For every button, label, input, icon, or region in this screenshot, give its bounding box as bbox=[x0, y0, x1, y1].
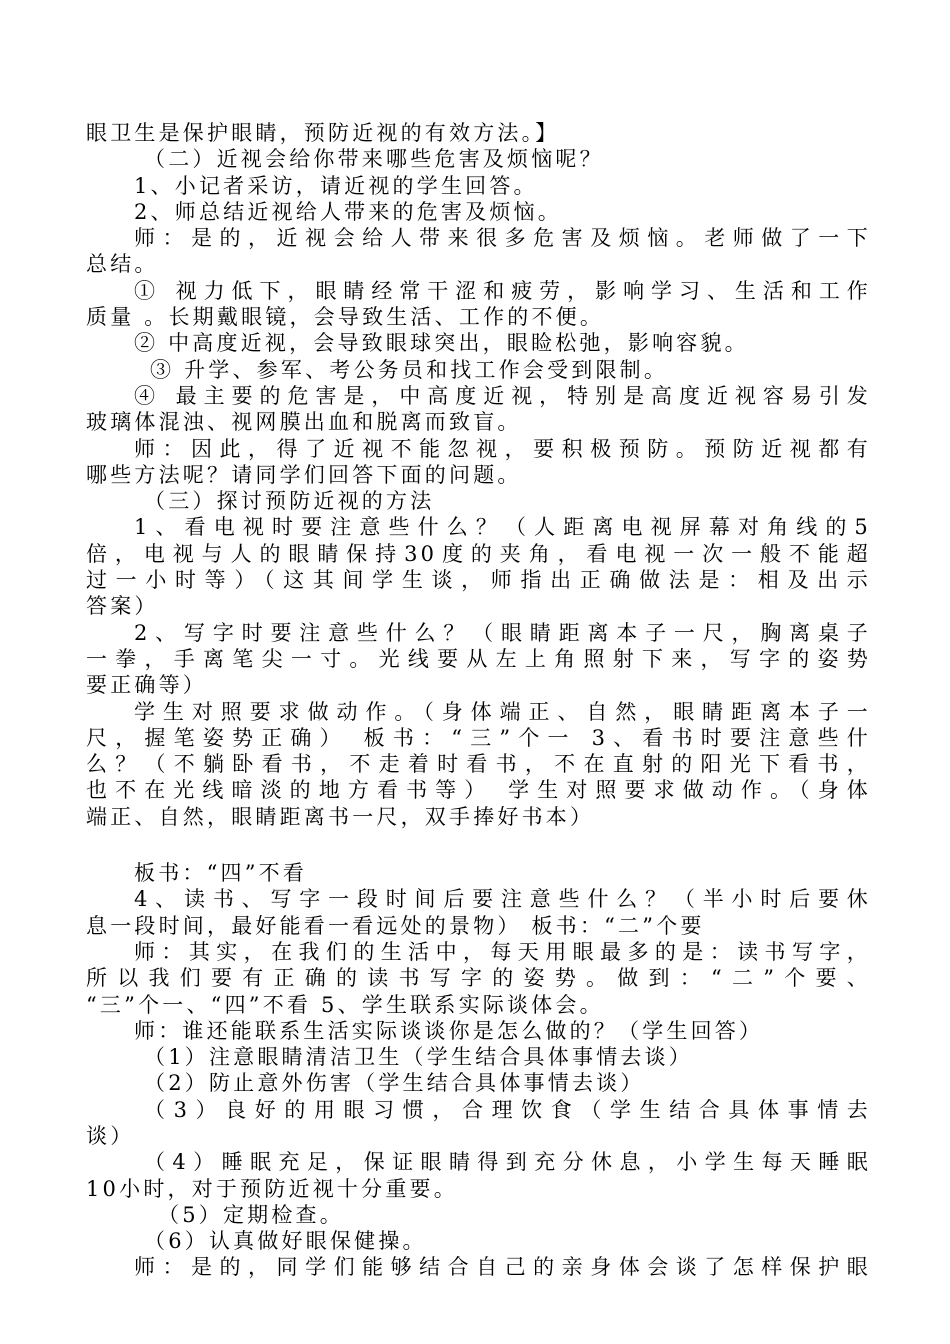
text-line: 1、小记者采访，请近视的学生回答。 bbox=[134, 173, 538, 198]
text-line: “三”个一、“四”不看 5、学生联系实际谈体会。 bbox=[86, 992, 604, 1017]
text-line: 要正确等） bbox=[86, 673, 207, 698]
text-line: 10小时，对于预防近视十分重要。 bbox=[86, 1176, 458, 1201]
text-line: 尺，握笔姿势正确） 板书：“三”个一 3、看书时要注意些什 bbox=[86, 725, 871, 750]
list-item: （3）良好的用眼习惯，合理饮食（学生结合具体事情去 bbox=[144, 1097, 871, 1122]
text-line: 学生对照要求做动作。（身体端正、自然，眼睛距离本子一 bbox=[134, 699, 871, 724]
text-line: ③ 升学、参军、考公务员和找工作会受到限制。 bbox=[150, 357, 669, 382]
text-line: 谈） bbox=[86, 1123, 135, 1148]
text-line: 师：其实，在我们的生活中，每天用眼最多的是：读书写字， bbox=[134, 939, 871, 964]
section-heading-3: （三）探讨预防近视的方法 bbox=[144, 489, 435, 514]
text-line: 倍，电视与人的眼睛保持30度的夹角，看电视一次一般不能超 bbox=[86, 541, 871, 566]
list-item: （1）注意眼睛清洁卫生（学生结合具体事情去谈） bbox=[144, 1045, 693, 1070]
text-line: 师：是的，近视会给人带来很多危害及烦恼。老师做了一下 bbox=[134, 226, 871, 251]
text-line: 眼卫生是保护眼睛，预防近视的有效方法。】 bbox=[86, 121, 560, 145]
text-line: 板书：“四”不看 bbox=[134, 861, 308, 886]
text-line: 师：谁还能联系生活实际谈谈你是怎么做的？（学生回答） bbox=[134, 1018, 764, 1043]
text-line: 1、看电视时要注意些什么？（人距离电视屏幕对角线的5 bbox=[134, 515, 871, 540]
text-line: ② 中高度近视，会导致眼球突出，眼睑松弛，影响容貌。 bbox=[134, 331, 749, 356]
text-line: 也不在光线暗淡的地方看书等） 学生对照要求做动作。（身体 bbox=[86, 778, 871, 803]
document-body bbox=[86, 120, 871, 1281]
text-line: 么？（不躺卧看书，不走着时看书，不在直射的阳光下看书， bbox=[86, 752, 871, 777]
text-line: 质量 。长期戴眼镜，会导致生活、工作的不便。 bbox=[86, 305, 605, 330]
text-line: 端正、自然，眼睛距离书一尺，双手捧好书本） bbox=[86, 804, 595, 829]
text-line: 所以我们要有正确的读书写字的姿势。做到：“二”个要、 bbox=[86, 966, 871, 991]
text-line: 息一段时间，最好能看一看远处的景物） 板书：“二”个要 bbox=[86, 913, 705, 938]
text-line: 过一小时等）（这其间学生谈，师指出正确做法是：相及出示 bbox=[86, 568, 871, 593]
text-line: 玻璃体混浊、视网膜出血和脱离而致盲。 bbox=[86, 410, 522, 435]
section-heading-2: （二）近视会给你带来哪些危害及烦恼呢？ bbox=[144, 147, 604, 172]
text-line: 一拳，手离笔尖一寸。光线要从左上角照射下来，写字的姿势 bbox=[86, 646, 871, 671]
text-line: 2、写字时要注意些什么？（眼睛距离本子一尺，胸离桌子 bbox=[134, 620, 871, 645]
text-line: 答案） bbox=[86, 594, 159, 619]
blank-line bbox=[86, 830, 871, 860]
list-item: （2）防止意外伤害（学生结合具体事情去谈） bbox=[144, 1071, 645, 1096]
text-line: 总结。 bbox=[86, 252, 159, 277]
text-line: 4、读书、写字一段时间后要注意些什么？（半小时后要休 bbox=[134, 887, 871, 912]
text-line: 师：因此，得了近视不能忽视，要积极预防。预防近视都有 bbox=[134, 436, 871, 461]
text-line: 哪些方法呢？请同学们回答下面的问题。 bbox=[86, 462, 522, 487]
list-item: （4）睡眠充足，保证眼睛得到充分休息，小学生每天睡眠 bbox=[144, 1150, 871, 1175]
text-line: 2、师总结近视给人带来的危害及烦恼。 bbox=[134, 199, 562, 224]
text-line: ① 视力低下，眼睛经常干涩和疲劳，影响学习、生活和工作 bbox=[134, 278, 871, 303]
list-item: （6）认真做好眼保健操。 bbox=[144, 1229, 427, 1254]
list-item: （5）定期检查。 bbox=[158, 1202, 344, 1227]
text-line: 师：是的，同学们能够结合自己的亲身体会谈了怎样保护眼 bbox=[134, 1255, 871, 1280]
text-line: ④ 最主要的危害是，中高度近视，特别是高度近视容易引发 bbox=[134, 383, 871, 408]
